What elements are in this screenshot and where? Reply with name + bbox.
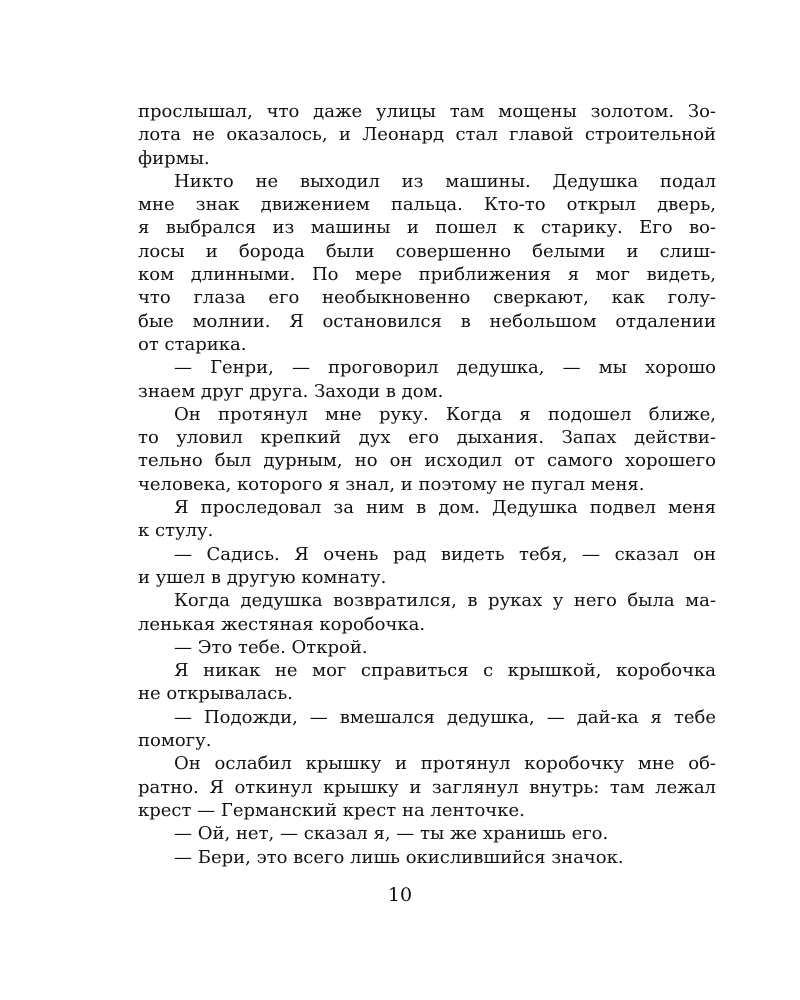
text-line: тельно был дурным, но он исходил от самого хорошего xyxy=(138,450,716,472)
text-line: не открывалась. xyxy=(138,683,293,705)
text-line: — Подожди, — вмешался дедушка, — дай-ка я тебе xyxy=(174,706,716,728)
text-line: Он протянул мне руку. Когда я подошел ближе, xyxy=(174,403,716,425)
text-line: фирмы. xyxy=(138,147,210,169)
text-line: человека, которого я знал, и поэтому не пугал меня. xyxy=(138,473,645,495)
text-line: к стулу. xyxy=(138,520,214,542)
text-line: и ушел в другую комнату. xyxy=(138,566,387,588)
text-line: бые молнии. Я остановился в небольшом отдалении xyxy=(138,310,716,332)
text-line: что глаза его необыкновенно сверкают, как голу- xyxy=(138,287,716,309)
text-line: помогу. xyxy=(138,730,212,752)
text-line: — Ой, нет, — сказал я, — ты же хранишь его. xyxy=(174,823,609,845)
text-line: Я проследовал за ним в дом. Дедушка подвел меня xyxy=(174,497,716,519)
text-line: Он ослабил крышку и протянул коробочку мне об- xyxy=(174,753,716,775)
text-line: Я никак не мог справиться с крышкой, коробочка xyxy=(174,660,716,682)
text-line: от старика. xyxy=(138,333,247,355)
text-line: прослышал, что даже улицы там мощены золотом. Зо- xyxy=(138,101,716,122)
text-line: — Бери, это всего лишь окислившийся значок. xyxy=(174,846,624,868)
text-line: — Генри, — проговорил дедушка, — мы хорошо xyxy=(174,357,716,379)
text-line: то уловил крепкий дух его дыхания. Запах действи- xyxy=(138,427,716,449)
text-line: мне знак движением пальца. Кто-то открыл дверь, xyxy=(138,194,716,216)
text-line: лосы и борода были совершенно белыми и слиш- xyxy=(138,240,716,262)
text-line: Никто не выходил из машины. Дедушка подал xyxy=(174,170,716,192)
text-line: — Садись. Я очень рад видеть тебя, — сказал он xyxy=(174,543,716,565)
text-line: ратно. Я откинул крышку и заглянул внутрь: там лежал xyxy=(138,776,716,798)
text-line: Когда дедушка возвратился, в руках у него была ма- xyxy=(174,590,716,612)
text-line: я выбрался из машины и пошел к старику. Его во- xyxy=(138,217,716,239)
text-line: ленькая жестяная коробочка. xyxy=(138,613,426,635)
text-line: — Это тебе. Открой. xyxy=(174,636,368,658)
text-line: лота не оказалось, и Леонард стал главой строительной xyxy=(138,124,716,146)
page-number: 10 xyxy=(387,884,413,906)
text-line: знаем друг друга. Заходи в дом. xyxy=(138,380,444,402)
text-line: крест — Германский крест на ленточке. xyxy=(138,799,525,821)
text-line: ком длинными. По мере приближения я мог видеть, xyxy=(138,264,716,286)
body-text xyxy=(138,100,716,869)
